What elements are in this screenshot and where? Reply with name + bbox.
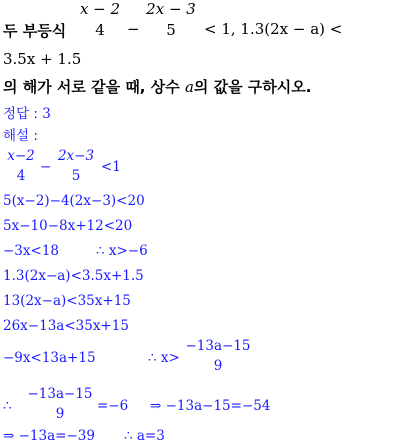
fraction-denominator: 4 (95, 21, 105, 39)
step-7: 26x−13a<35x+15 (3, 318, 129, 334)
step-10a: ⇒ −13a=−39 (3, 428, 95, 444)
fraction-numerator: x−2 (7, 148, 35, 164)
step-9b: =−6 (97, 398, 129, 414)
step1-minus: − (40, 159, 52, 175)
fraction-numerator: 2x−3 (57, 148, 95, 164)
problem-line-3-text-b: 의 값을 구하시오. (193, 78, 312, 96)
explanation-label: 해설 : (3, 128, 38, 144)
fraction-bar (182, 356, 254, 357)
step-5: 1.3(2x−a)<3.5x+1.5 (3, 268, 144, 284)
step-2: 5(x−2)−4(2x−3)<20 (3, 193, 145, 209)
fraction-denominator: 5 (71, 167, 81, 184)
answer-label: 정답 : (3, 106, 43, 122)
fraction-denominator: 9 (55, 405, 65, 422)
step-8b: ∴ x> (148, 350, 180, 366)
step1-fraction-1 (3, 150, 39, 183)
step8-fraction (182, 340, 254, 373)
step-10b: ∴ a=3 (124, 428, 165, 444)
problem-line-2: 3.5x + 1.5 (3, 50, 82, 68)
problem-fraction-2 (143, 2, 199, 38)
problem-inequality-rest: < 1, 1.3(2x − a) < (204, 20, 343, 38)
step-6: 13(2x−a)<35x+15 (3, 293, 131, 309)
step-9c: ⇒ −13a−15=−54 (150, 398, 271, 414)
fraction-numerator: x − 2 (79, 0, 121, 18)
fraction-bar (78, 19, 122, 20)
step-4b: ∴ x>−6 (96, 243, 148, 259)
fraction-bar (24, 404, 96, 405)
problem-line-3 (3, 76, 311, 97)
fraction-denominator: 9 (213, 357, 223, 374)
fraction-denominator: 5 (166, 21, 176, 39)
step-8a: −9x<13a+15 (3, 350, 96, 366)
answer-value: 3 (42, 106, 51, 122)
fraction-numerator: −13a−15 (185, 338, 251, 354)
step-9a: ∴ (3, 398, 12, 414)
step1-rest: <1 (101, 159, 121, 175)
step-4a: −3x<18 (3, 243, 60, 259)
step-3: 5x−10−8x+12<20 (3, 218, 133, 234)
problem-prefix: 두 부등식 (3, 22, 67, 40)
problem-fraction-1 (78, 2, 122, 38)
answer-line (3, 102, 51, 122)
fraction-bar (143, 19, 199, 20)
step9-fraction (24, 388, 96, 421)
fraction-denominator: 4 (16, 167, 26, 184)
fraction-bar (53, 166, 99, 167)
fraction-numerator: −13a−15 (27, 386, 93, 402)
problem-line-3-text-a: 의 해가 서로 같을 때, 상수 (3, 78, 185, 96)
fraction-numerator: 2x − 3 (146, 0, 196, 18)
problem-variable-a: a (184, 78, 194, 96)
fraction-bar (3, 166, 39, 167)
problem-minus: − (127, 20, 140, 38)
step1-fraction-2 (53, 150, 99, 183)
